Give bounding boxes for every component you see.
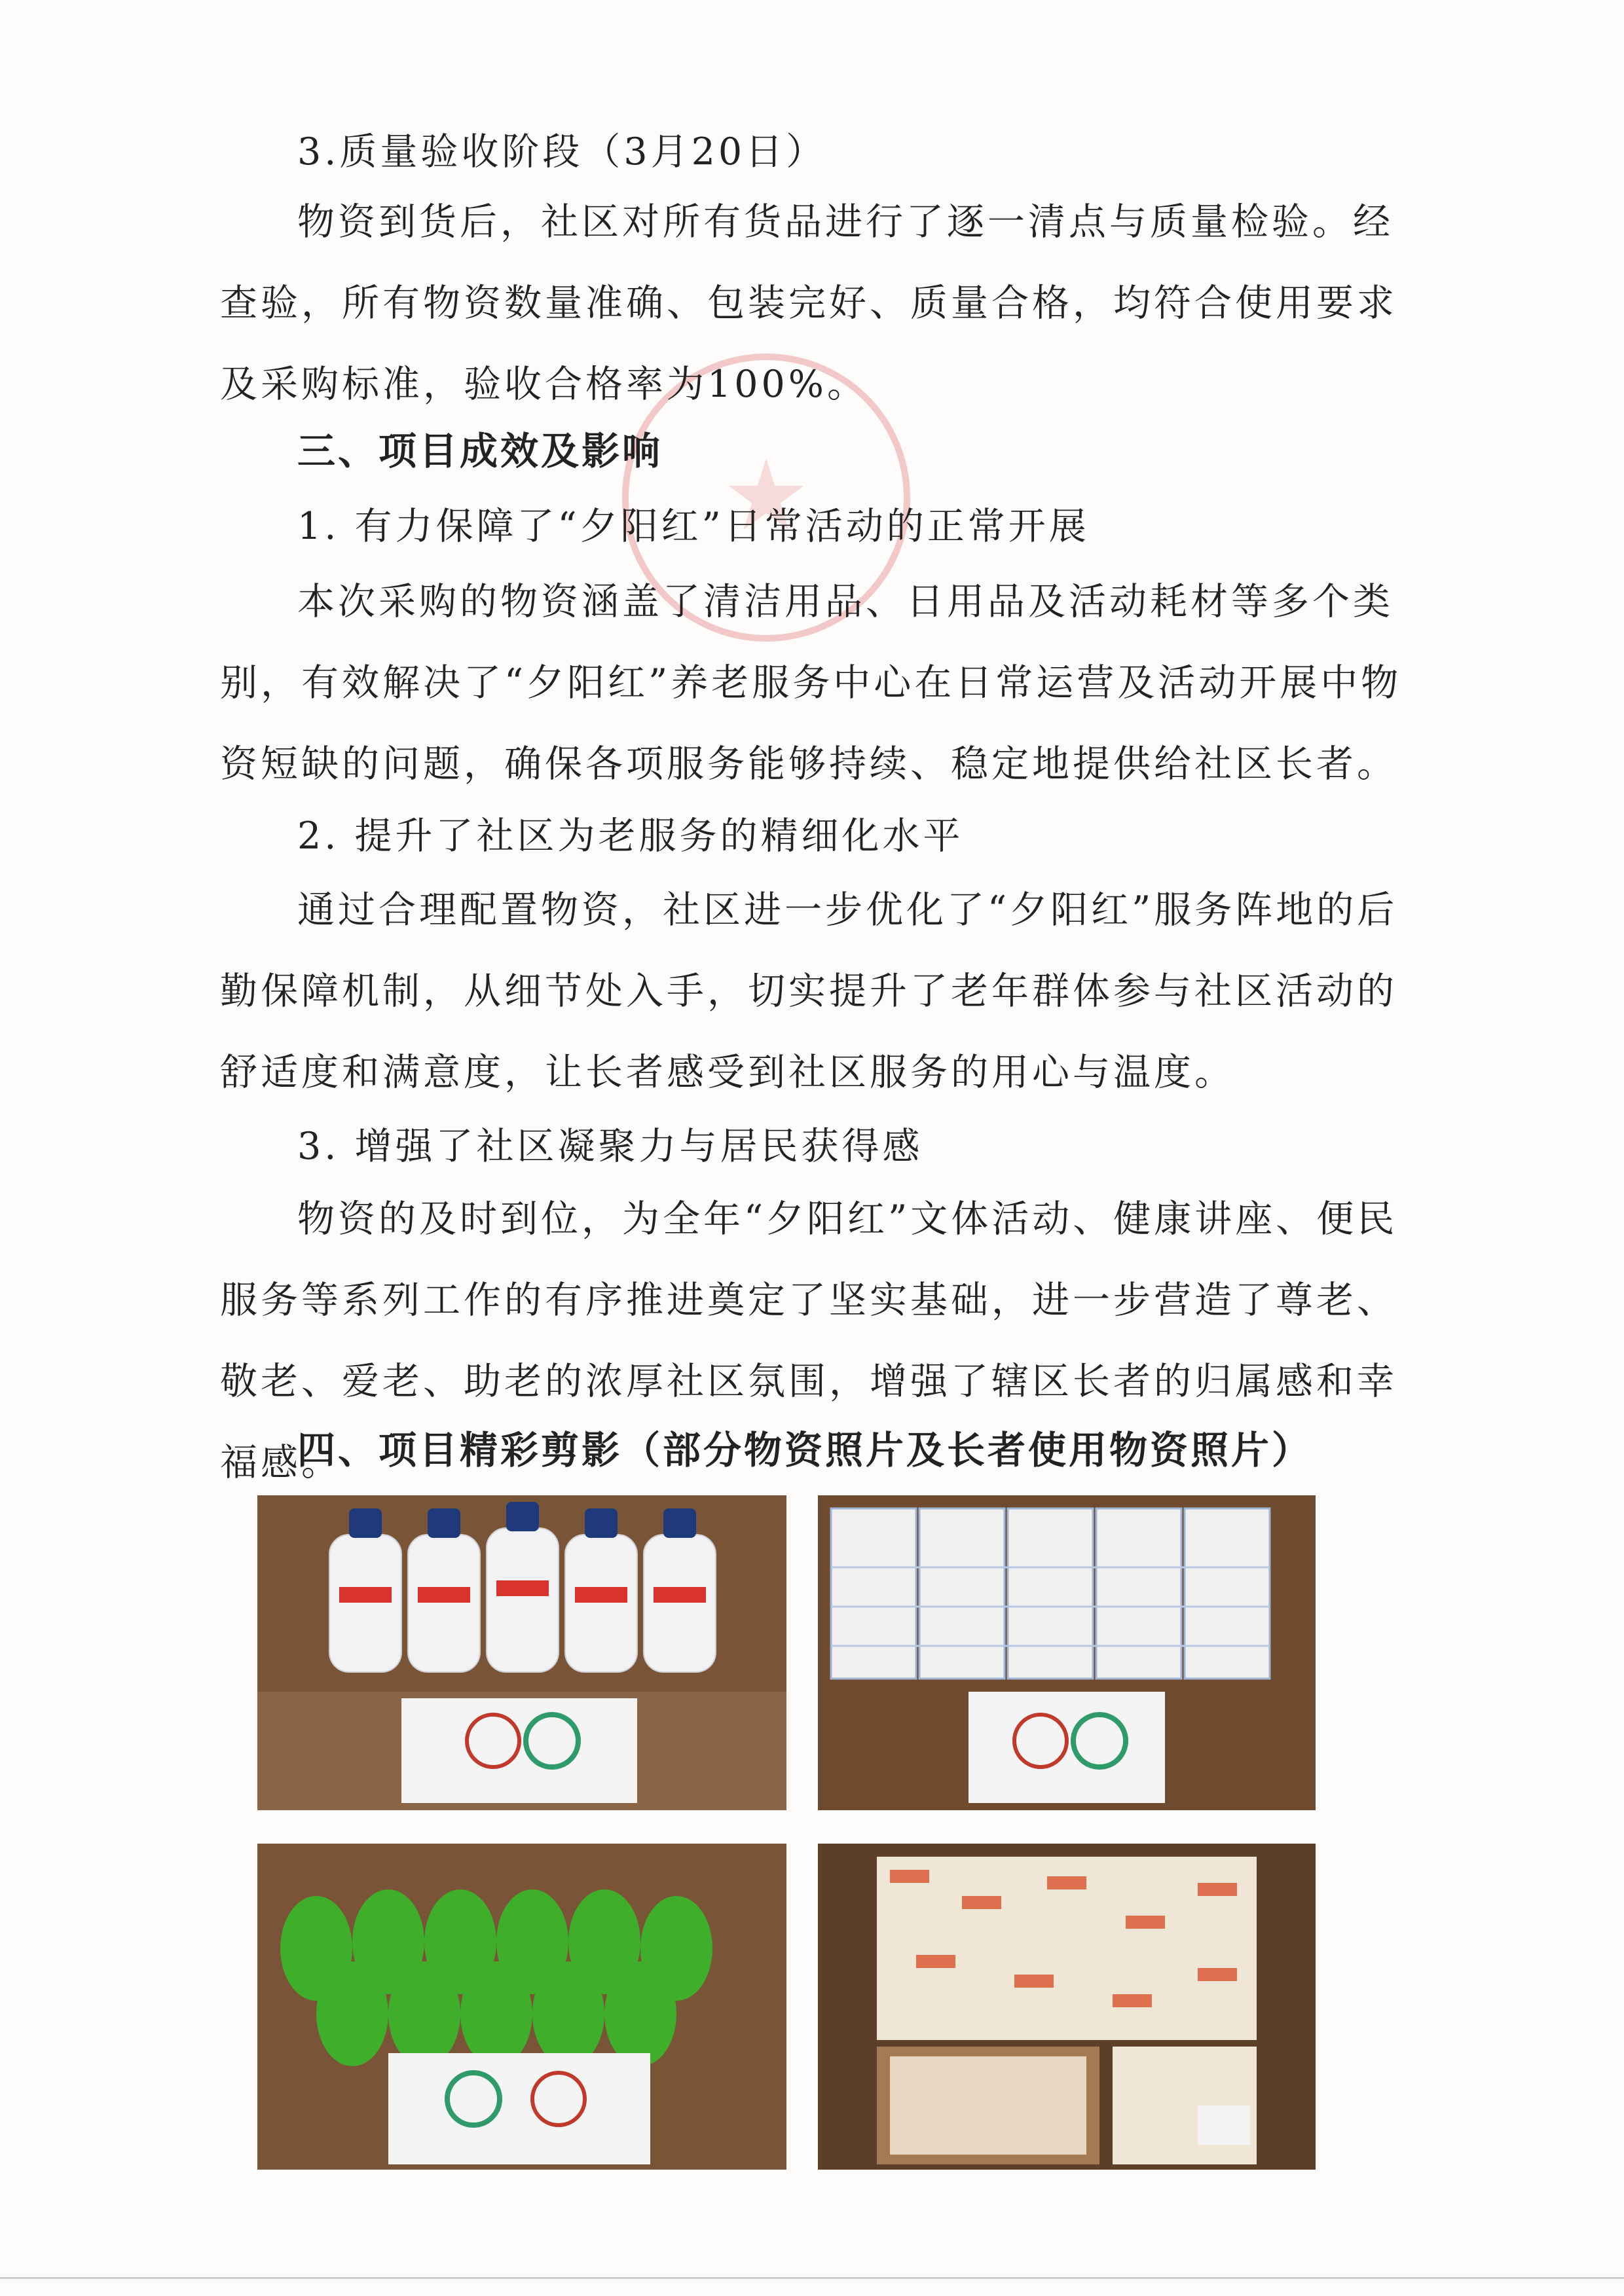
effect-3-title: 3. 增强了社区凝聚力与居民获得感 <box>297 1125 923 1168</box>
effect-3-body: 物资的及时到位，为全年“夕阳红”文体活动、健康讲座、便民服务等系列工作的有序推进奠定了坚实基础，进一步营造了尊老、敬老、爱老、助老的浓厚社区氛围，增强了辖区长者的归属感和幸福感。 <box>220 1197 1398 1484</box>
photo-stacked-boxes <box>818 1495 1316 1810</box>
photos-heading: 四、项目精彩剪影（部分物资照片及长者使用物资照片） <box>297 1428 1313 1472</box>
effect-2-body: 通过合理配置物资，社区进一步优化了“夕阳红”服务阵地的后勤保障机制，从细节处入手，切实提升了老年群体参与社区活动的舒适度和满意度，让长者感受到社区服务的用心与温度。 <box>220 888 1398 1094</box>
photo-white-bottles <box>257 1495 786 1810</box>
scan-edge-line <box>0 2277 1624 2279</box>
step3-title: 3.质量验收阶段（3月20日） <box>297 130 827 173</box>
effect-2-title: 2. 提升了社区为老服务的精细化水平 <box>297 814 964 858</box>
effects-heading: 三、项目成效及影响 <box>297 429 663 473</box>
photo-snack-packages <box>818 1844 1316 2170</box>
step3-body: 物资到货后，社区对所有货品进行了逐一清点与质量检验。经查验，所有物资数量准确、包装完好、质量合格，均符合使用要求及采购标准，验收合格率为100%。 <box>220 200 1397 406</box>
effect-1-title: 1. 有力保障了“夕阳红”日常活动的正常开展 <box>297 505 1090 548</box>
photo-green-bottles <box>257 1844 786 2170</box>
effect-1-body: 本次采购的物资涵盖了清洁用品、日用品及活动耗材等多个类别，有效解决了“夕阳红”养老服务中心在日常运营及活动开展中物资短缺的问题，确保各项服务能够持续、稳定地提供给社区长者。 <box>220 580 1402 786</box>
